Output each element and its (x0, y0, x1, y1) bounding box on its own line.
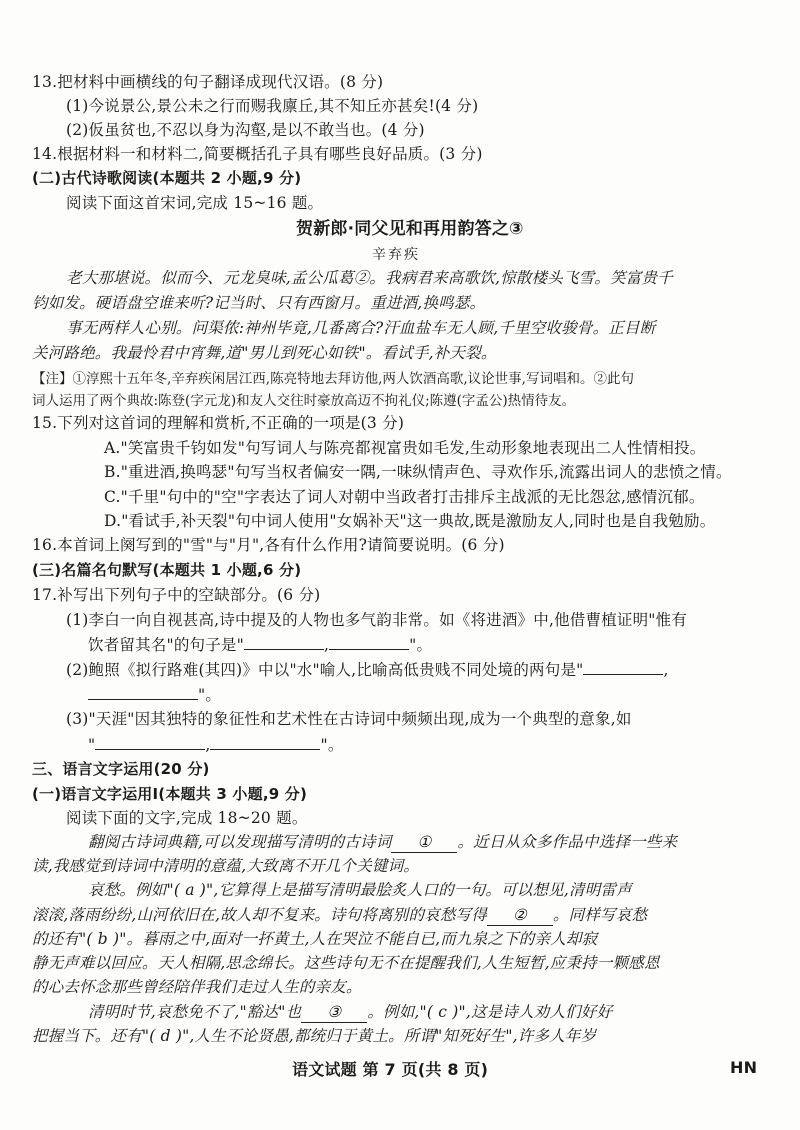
q15-option-c: C."千里"句中的"空"字表达了词人对朝中当政者打击排斥主战派的无比怨忿,感情沉郁。 (104, 488, 705, 506)
q13-sub1: (1)今说景公,景公未之行而赐我廪丘,其不知丘亦甚矣!(4 分) (66, 97, 479, 115)
q13-sub2: (2)仮虽贫也,不忍以身为沟壑,是以不敢当也。(4 分) (66, 121, 425, 139)
q15-stem: 15.下列对这首词的理解和赏析,不正确的一项是(3 分) (32, 414, 405, 432)
q17-sub1a: (1)李白一向自视甚高,诗中提及的人物也多气韵非常。如《将进酒》中,他借曹植证明"惟有 (66, 611, 688, 629)
part3-subheading: (一)语言文字运用Ⅰ(本题共 3 小题,9 分) (32, 785, 308, 803)
q17-sub1b-mid: , (323, 636, 330, 654)
passage-line-1 (88, 832, 677, 853)
q17-sub3b-post: "。 (320, 736, 344, 754)
part3-heading: 三、语言文字运用(20 分) (32, 760, 210, 778)
passage-line-6: 静无声难以回应。天人相隔,思念绵长。这些诗句无不在提醒我们,人生短暂,应秉持一颗感恩 (32, 954, 660, 972)
q17-sub1b-post: "。 (409, 636, 433, 654)
poem-line-2b: 关河路绝。我最怜君中宵舞,道"男儿到死心如铁"。看试手,补天裂。 (32, 344, 497, 362)
q15-option-d: D."看试手,补天裂"句中词人使用"女娲补天"这一典故,既是激励友人,同时也是自我勉励。 (104, 512, 716, 530)
q16-stem: 16.本首词上阕写到的"雪"与"月",各有什么作用?请简要说明。(6 分) (32, 536, 505, 554)
passage-line-7: 的心去怀念那些曾经陪伴我们走过人生的亲友。 (32, 978, 362, 996)
page-code: HN (730, 1058, 758, 1077)
passage-line-4-pre: 滚滚,落雨纷纷,山河依旧在,故人却不复来。诗句将离别的哀愁写得 (32, 906, 487, 924)
answer-blank[interactable] (95, 734, 205, 750)
answer-blank[interactable] (88, 684, 198, 700)
poem-line-1a: 老大那堪说。似而今、元龙臭味,孟公瓜葛②。我病君来高歌饮,惊散楼头飞雪。笑富贵千 (66, 269, 673, 287)
passage-line-8-post: 。例如,"( c )",这是诗人劝人们好好 (367, 1003, 613, 1021)
answer-blank[interactable] (210, 734, 320, 750)
section3-heading: (三)名篇名句默写(本题共 1 小题,6 分) (32, 561, 302, 579)
q17-sub3b-pre: " (88, 736, 96, 754)
section2-intro: 阅读下面这首宋词,完成 15~16 题。 (66, 194, 324, 212)
poem-note-a: 【注】①淳熙十五年冬,辛弃疾闲居江西,陈亮特地去拜访他,两人饮酒高歌,议论世事,写词唱和。②此句 (32, 371, 634, 387)
answer-blank[interactable] (329, 634, 409, 650)
q17-sub2b (88, 684, 221, 705)
q17-sub2a (66, 659, 669, 680)
q17-sub1b (88, 634, 432, 655)
q17-sub2a-post: , (663, 661, 669, 679)
poem-line-1b: 钧如发。硬语盘空谁来听?记当时、只有西窗月。重进酒,换鸣瑟。 (32, 294, 486, 312)
q17-sub2b-post: "。 (198, 686, 222, 704)
passage-line-5: 的还有"( b )"。暮雨之中,面对一抔黄土,人在哭泣不能自已,而九泉之下的亲人却寂 (32, 930, 598, 948)
passage-line-9: 把握当下。还有"( d )",人生不论贤愚,都统归于黄土。所谓"知死好生",许多人年岁 (32, 1027, 597, 1045)
passage-line-4 (32, 905, 647, 926)
poem-note-b: 词人运用了两个典故:陈登(字元龙)和友人交往时豪放高迈不拘礼仪;陈遵(字孟公)热情待友。 (32, 393, 576, 409)
q15-option-b: B."重进酒,换鸣瑟"句写当权者偏安一隅,一味纵情声色、寻欢作乐,流露出词人的悲愤之情。 (104, 463, 732, 481)
passage-line-3: 哀愁。例如"( a )",它算得上是描写清明最脍炙人口的一句。可以想见,清明雷声 (88, 881, 632, 899)
answer-blank[interactable] (244, 634, 324, 650)
passage-line-4-post: 。同样写哀愁 (552, 906, 648, 924)
poem-author: 辛弃疾 (372, 247, 420, 263)
passage-line-8-pre: 清明时节,哀愁免不了,"豁达"也 (88, 1003, 302, 1021)
q17-sub3b (88, 734, 344, 755)
part3-intro: 阅读下面的文字,完成 18~20 题。 (66, 809, 308, 827)
passage-line-8 (88, 1002, 612, 1023)
section2-heading: (二)古代诗歌阅读(本题共 2 小题,9 分) (32, 169, 302, 187)
q13-stem: 13.把材料中画横线的句子翻译成现代汉语。(8 分) (32, 73, 384, 91)
passage-line-1-pre: 翻阅古诗词典籍,可以发现描写清明的古诗词 (88, 833, 392, 851)
q17-stem: 17.补写出下列句子中的空缺部分。(6 分) (32, 586, 321, 604)
blank-marker-2: ② (487, 905, 553, 926)
q14-stem: 14.根据材料一和材料二,简要概括孔子具有哪些良好品质。(3 分) (32, 145, 483, 163)
page-footer: 语文试题 第 7 页(共 8 页) (292, 1060, 489, 1079)
blank-marker-3: ③ (301, 1002, 367, 1023)
q17-sub2a-pre: (2)鲍照《拟行路难(其四)》中以"水"喻人,比喻高低贵贱不同处境的两句是" (66, 661, 584, 679)
q17-sub3a: (3)"天涯"因其独特的象征性和艺术性在古诗词中频频出现,成为一个典型的意象,如 (66, 710, 632, 728)
answer-blank[interactable] (583, 659, 663, 675)
q15-option-a: A."笑富贵千钧如发"句写词人与陈亮都视富贵如毛发,生动形象地表现出二人性情相投。 (104, 439, 706, 457)
poem-title: 贺新郎·同父见和再用韵答之③ (296, 219, 524, 239)
q17-sub3b-mid: , (205, 736, 211, 754)
blank-marker-1: ① (391, 832, 457, 853)
q17-sub1b-pre: 饮者留其名"的句子是" (88, 636, 244, 654)
passage-line-1-post: 。近日从众多作品中选择一些来 (457, 833, 678, 851)
poem-line-2a: 事无两样人心别。问渠侬:神州毕竟,几番离合?汗血盐车无人顾,千里空收骏骨。正目断 (66, 319, 656, 337)
passage-line-2: 读,我感觉到诗词中清明的意蕴,大致离不开几个关键词。 (32, 857, 420, 875)
